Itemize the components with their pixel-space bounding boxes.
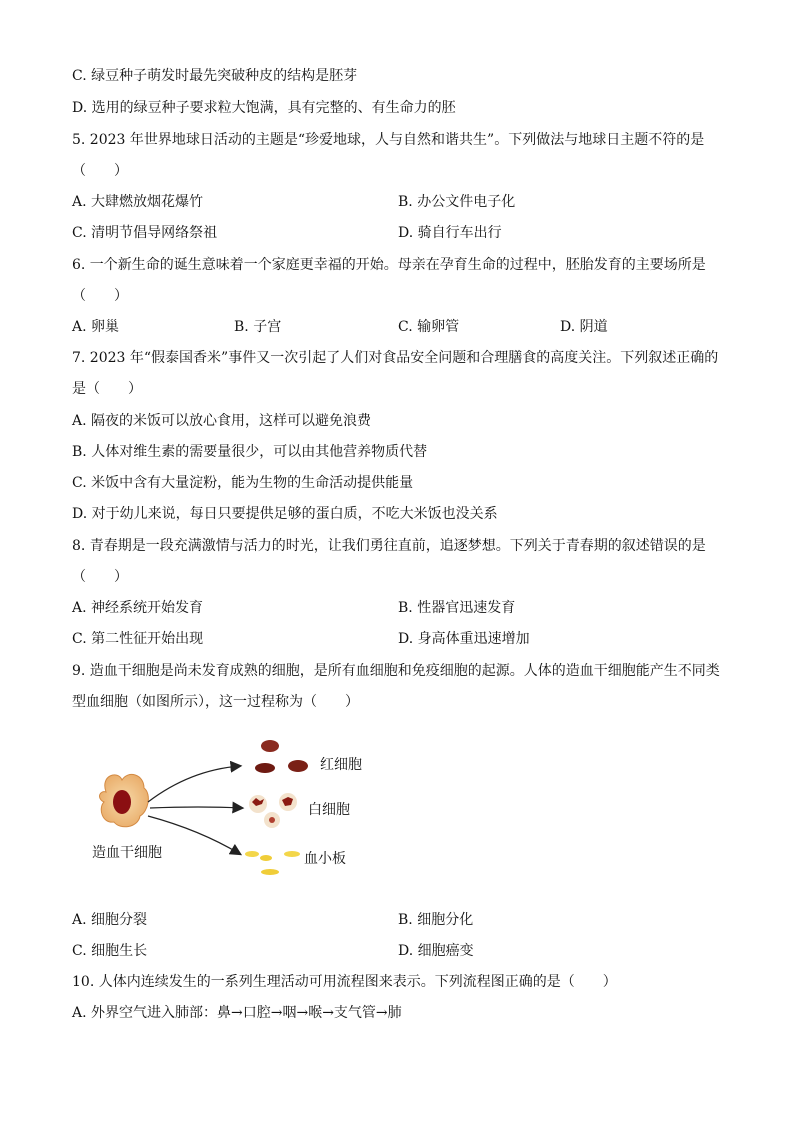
platelet-label: 血小板 (304, 851, 346, 867)
q5-option-d[interactable]: D. 骑自行车出行 (398, 225, 502, 241)
q6-option-d[interactable]: D. 阴道 (560, 319, 608, 335)
q7-stem: 7. 2023 年“假泰国香米”事件又一次引起了人们对食品安全问题和合理膳食的高度关注。下列叙述正确的 (72, 350, 719, 366)
q6-paren: （ ） (72, 288, 128, 304)
q8-option-a[interactable]: A. 神经系统开始发育 (72, 600, 204, 616)
platelet (261, 869, 279, 875)
q8-stem: 8. 青春期是一段充满激情与活力的时光，让我们勇往直前，追逐梦想。下列关于青春期的叙述错误的是 (72, 538, 706, 554)
q5-option-b[interactable]: B. 办公文件电子化 (398, 194, 516, 210)
q5-option-c[interactable]: C. 清明节倡导网络祭祖 (72, 225, 218, 241)
platelet (260, 855, 272, 861)
q9-option-c[interactable]: C. 细胞生长 (72, 943, 148, 959)
q7-option-b[interactable]: B. 人体对维生素的需要量很少，可以由其他营养物质代替 (72, 444, 428, 460)
q5-option-a[interactable]: A. 大肆燃放烟花爆竹 (72, 194, 204, 210)
red-blood-cell (261, 740, 279, 752)
q8-paren: （ ） (72, 569, 128, 585)
q10-stem: 10. 人体内连续发生的一系列生理活动可用流程图来表示。下列流程图正确的是（ ） (72, 974, 617, 990)
platelet (245, 851, 259, 857)
q5-paren: （ ） (72, 163, 128, 179)
q9-stem: 9. 造血干细胞是尚未发育成熟的细胞，是所有血细胞和免疫细胞的起源。人体的造血干细胞能产生不同类 (72, 663, 720, 679)
q6-option-c[interactable]: C. 输卵管 (398, 319, 460, 335)
q9-option-d[interactable]: D. 细胞癌变 (398, 943, 474, 959)
q8-option-d[interactable]: D. 身高体重迅速增加 (398, 631, 530, 647)
arrow-to-red (148, 766, 240, 802)
q6-stem: 6. 一个新生命的诞生意味着一个家庭更幸福的开始。母亲在孕育生命的过程中，胚胎发育的主要场所是 (72, 257, 706, 273)
stem-cell-label: 造血干细胞 (92, 845, 162, 861)
platelet (284, 851, 300, 857)
q4-option-d: D. 选用的绿豆种子要求粒大饱满，具有完整的、有生命力的胚 (72, 100, 456, 116)
q7-option-a[interactable]: A. 隔夜的米饭可以放心食用，这样可以避免浪费 (72, 413, 372, 429)
q9-option-a[interactable]: A. 细胞分裂 (72, 912, 148, 928)
red-cell-label: 红细胞 (320, 757, 362, 773)
q8-option-c[interactable]: C. 第二性征开始出现 (72, 631, 204, 647)
red-blood-cell (255, 763, 275, 773)
q10-option-a[interactable]: A. 外界空气进入肺部：鼻→口腔→咽→喉→支气管→肺 (72, 1005, 402, 1021)
stem-cell-nucleus (113, 790, 131, 814)
q6-option-a[interactable]: A. 卵巢 (72, 319, 120, 335)
q7-option-c[interactable]: C. 米饭中含有大量淀粉，能为生物的生命活动提供能量 (72, 475, 414, 491)
q9-option-b[interactable]: B. 细胞分化 (398, 912, 474, 928)
q4-option-c: C. 绿豆种子萌发时最先突破种皮的结构是胚芽 (72, 68, 358, 84)
diagram-graphic (80, 730, 400, 890)
q6-option-b[interactable]: B. 子宫 (234, 319, 282, 335)
q7-option-d[interactable]: D. 对于幼儿来说，每日只要提供足够的蛋白质，不吃大米饭也没关系 (72, 506, 498, 522)
q9-stem-cont: 型血细胞（如图所示），这一过程称为（ ） (72, 694, 359, 710)
white-cell-label: 白细胞 (308, 802, 350, 818)
q5-stem: 5. 2023 年世界地球日活动的主题是“珍爱地球，人与自然和谐共生”。下列做法与地球日主题不符的是 (72, 132, 705, 148)
white-blood-cell-nucleus (269, 817, 275, 823)
arrow-to-white (150, 807, 242, 808)
q7-paren: 是（ ） (72, 381, 142, 397)
red-blood-cell (288, 760, 308, 772)
blood-cell-differentiation-diagram (80, 730, 400, 890)
q8-option-b[interactable]: B. 性器官迅速发育 (398, 600, 516, 616)
